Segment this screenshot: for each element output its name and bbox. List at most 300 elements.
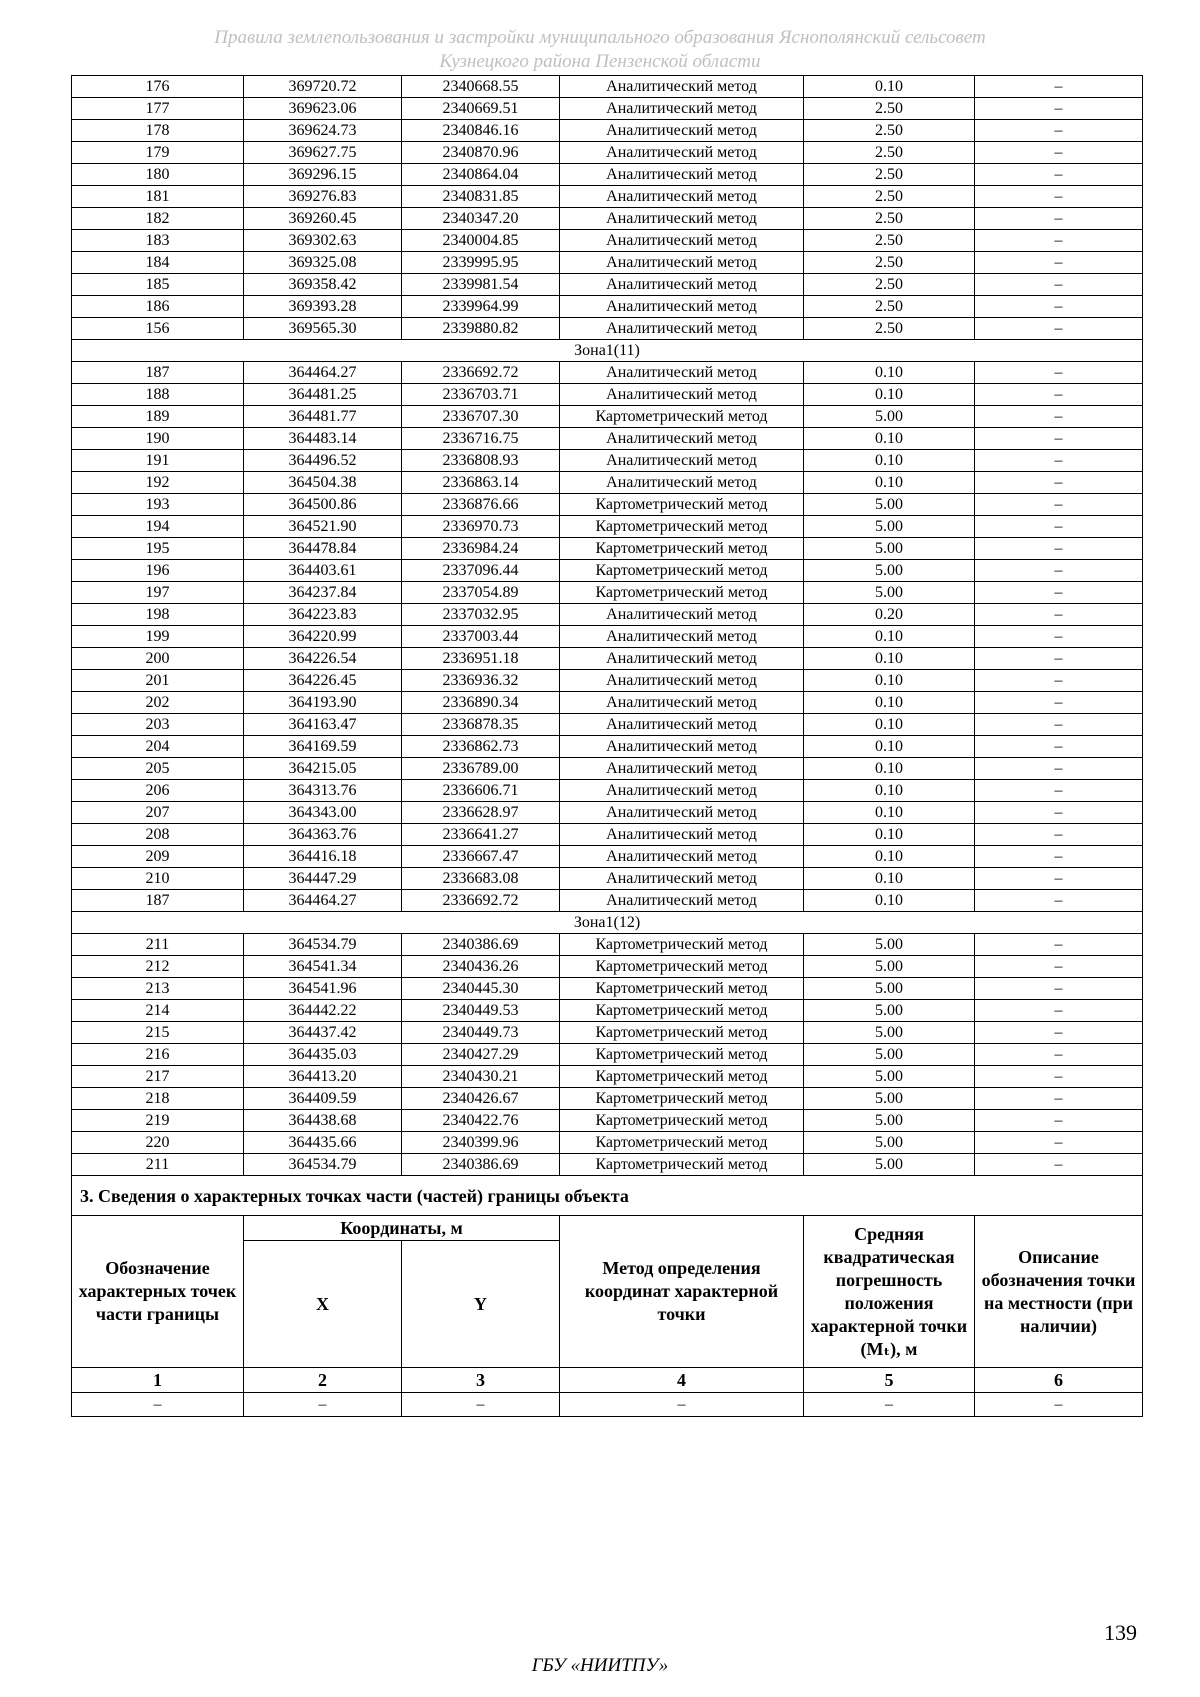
table-cell: Картометрический метод	[560, 1088, 804, 1110]
table-cell: 5.00	[804, 978, 975, 1000]
table-cell: 369393.28	[244, 296, 402, 318]
table-cell: Картометрический метод	[560, 1000, 804, 1022]
table-cell: 2339880.82	[402, 318, 560, 340]
table-cell: 2340427.29	[402, 1044, 560, 1066]
table-row	[72, 98, 1143, 120]
table-cell: –	[975, 76, 1143, 98]
table-cell: 2340386.69	[402, 1154, 560, 1176]
table-cell: Аналитический метод	[560, 780, 804, 802]
table-cell: –	[975, 824, 1143, 846]
table-cell: 364478.84	[244, 538, 402, 560]
table-cell: 156	[72, 318, 244, 340]
table-cell: 2340669.51	[402, 98, 560, 120]
table-cell: 193	[72, 494, 244, 516]
table-cell: Картометрический метод	[560, 1132, 804, 1154]
table-cell: 2336692.72	[402, 890, 560, 912]
zone-12-group	[72, 912, 1143, 934]
table-cell: –	[975, 802, 1143, 824]
table-cell: 218	[72, 1088, 244, 1110]
table-cell: 2340449.53	[402, 1000, 560, 1022]
table-cell: Аналитический метод	[560, 428, 804, 450]
table-row	[72, 538, 1143, 560]
table-cell: 364163.47	[244, 714, 402, 736]
table-cell: –	[975, 1393, 1143, 1417]
table-cell: 206	[72, 780, 244, 802]
table-row	[72, 296, 1143, 318]
rows-group-a	[72, 76, 1143, 340]
table-cell: –	[975, 450, 1143, 472]
zone-row	[72, 340, 1143, 362]
table-cell: Картометрический метод	[560, 1110, 804, 1132]
table-cell: 364409.59	[244, 1088, 402, 1110]
table-cell: Аналитический метод	[560, 450, 804, 472]
table-cell: Аналитический метод	[560, 626, 804, 648]
table-cell: –	[975, 714, 1143, 736]
table-cell: 2336716.75	[402, 428, 560, 450]
table-cell: 188	[72, 384, 244, 406]
table-cell: 364237.84	[244, 582, 402, 604]
table-cell: –	[975, 846, 1143, 868]
table-row	[72, 472, 1143, 494]
table-cell: 2.50	[804, 142, 975, 164]
table-cell: –	[975, 956, 1143, 978]
table-cell: 2340870.96	[402, 142, 560, 164]
table-row	[72, 494, 1143, 516]
table-cell: 220	[72, 1132, 244, 1154]
table-cell: 182	[72, 208, 244, 230]
table-cell: Аналитический метод	[560, 802, 804, 824]
table-cell: 364541.34	[244, 956, 402, 978]
table-cell: 364464.27	[244, 890, 402, 912]
table-cell: 0.10	[804, 868, 975, 890]
table-cell: 201	[72, 670, 244, 692]
table-cell: –	[975, 670, 1143, 692]
table-cell: –	[975, 318, 1143, 340]
table-cell: 369624.73	[244, 120, 402, 142]
table-cell: 2340668.55	[402, 76, 560, 98]
table-cell: 369623.06	[244, 98, 402, 120]
table-cell: 0.10	[804, 76, 975, 98]
table-cell: 2336862.73	[402, 736, 560, 758]
header-y: Y	[402, 1241, 560, 1368]
table-cell: –	[975, 472, 1143, 494]
table-row	[72, 362, 1143, 384]
table-cell: 364534.79	[244, 934, 402, 956]
empty-data-row	[72, 1393, 1143, 1417]
table-row	[72, 692, 1143, 714]
table-cell: 0.10	[804, 846, 975, 868]
table-cell: 2336692.72	[402, 362, 560, 384]
table-cell: 194	[72, 516, 244, 538]
table-cell: 178	[72, 120, 244, 142]
table-row	[72, 142, 1143, 164]
table-cell: Аналитический метод	[560, 274, 804, 296]
table-cell: 200	[72, 648, 244, 670]
rows-group-c	[72, 934, 1143, 1176]
table-cell: 2.50	[804, 318, 975, 340]
table-cell: –	[975, 516, 1143, 538]
table-cell: Картометрический метод	[560, 1154, 804, 1176]
table-cell: Картометрический метод	[560, 538, 804, 560]
table-cell: Аналитический метод	[560, 868, 804, 890]
table-cell: 364483.14	[244, 428, 402, 450]
section-title: 3. Сведения о характерных точках части (частей) границы объекта	[72, 1176, 1143, 1216]
table-row	[72, 890, 1143, 912]
table-cell: 5.00	[804, 538, 975, 560]
table-cell: 369276.83	[244, 186, 402, 208]
table-cell: 0.10	[804, 714, 975, 736]
table-row	[72, 714, 1143, 736]
table-cell: 5.00	[804, 494, 975, 516]
table-cell: 202	[72, 692, 244, 714]
table-cell: Картометрический метод	[560, 560, 804, 582]
header-line-2: Кузнецкого района Пензенской области	[439, 51, 761, 72]
table-cell: –	[975, 1110, 1143, 1132]
table-cell: 364193.90	[244, 692, 402, 714]
table-row	[72, 406, 1143, 428]
header-error: Средняя квадратическая погрешность положения характерной точки (Mₜ), м	[804, 1216, 975, 1368]
table-cell: 364313.76	[244, 780, 402, 802]
header-coordinates: Координаты, м	[244, 1216, 560, 1241]
table-cell: 219	[72, 1110, 244, 1132]
header-description: Описание обозначения точки на местности (при наличии)	[975, 1216, 1143, 1368]
table-cell: –	[560, 1393, 804, 1417]
column-number: 1	[72, 1368, 244, 1393]
table-cell: –	[975, 1000, 1143, 1022]
table-cell: 191	[72, 450, 244, 472]
table-cell: 364481.25	[244, 384, 402, 406]
table-cell: 207	[72, 802, 244, 824]
table-cell: Картометрический метод	[560, 1066, 804, 1088]
table-cell: 2336876.66	[402, 494, 560, 516]
zone-11-group	[72, 340, 1143, 362]
column-number: 5	[804, 1368, 975, 1393]
table-cell: 183	[72, 230, 244, 252]
table-cell: 214	[72, 1000, 244, 1022]
table-row	[72, 252, 1143, 274]
table-row	[72, 1022, 1143, 1044]
table-cell: –	[975, 296, 1143, 318]
table-row	[72, 318, 1143, 340]
table-cell: –	[975, 1132, 1143, 1154]
table-cell: –	[975, 978, 1143, 1000]
table-cell: –	[975, 538, 1143, 560]
table-cell: 2336628.97	[402, 802, 560, 824]
table-cell: 5.00	[804, 1154, 975, 1176]
section-title-row	[72, 1176, 1143, 1216]
table-cell: Аналитический метод	[560, 230, 804, 252]
table-row	[72, 164, 1143, 186]
table-cell: 364496.52	[244, 450, 402, 472]
table-row	[72, 978, 1143, 1000]
zone-label: Зона1(12)	[72, 912, 1143, 934]
table-cell: 364215.05	[244, 758, 402, 780]
table-cell: 180	[72, 164, 244, 186]
table-cell: 181	[72, 186, 244, 208]
table-cell: 364403.61	[244, 560, 402, 582]
table-cell: –	[72, 1393, 244, 1417]
header-x: X	[244, 1241, 402, 1368]
table-cell: 364435.66	[244, 1132, 402, 1154]
table-cell: 5.00	[804, 560, 975, 582]
table-cell: –	[975, 934, 1143, 956]
table-cell: 364435.03	[244, 1044, 402, 1066]
table-cell: 192	[72, 472, 244, 494]
table-cell: 2.50	[804, 274, 975, 296]
table-row	[72, 560, 1143, 582]
table-cell: Аналитический метод	[560, 824, 804, 846]
table-row	[72, 1066, 1143, 1088]
table-cell: 2340422.76	[402, 1110, 560, 1132]
table-cell: 2337096.44	[402, 560, 560, 582]
table-cell: 369296.15	[244, 164, 402, 186]
table-cell: 190	[72, 428, 244, 450]
table-cell: –	[975, 582, 1143, 604]
table-cell: –	[975, 692, 1143, 714]
table-cell: 211	[72, 1154, 244, 1176]
table-cell: 2336641.27	[402, 824, 560, 846]
table-cell: 2340399.96	[402, 1132, 560, 1154]
table-cell: 2340445.30	[402, 978, 560, 1000]
zone-label: Зона1(11)	[72, 340, 1143, 362]
table-cell: 364343.00	[244, 802, 402, 824]
table-cell: 2340864.04	[402, 164, 560, 186]
table-cell: 2.50	[804, 252, 975, 274]
table-row	[72, 428, 1143, 450]
table-cell: 2339995.95	[402, 252, 560, 274]
table-cell: 364442.22	[244, 1000, 402, 1022]
page-footer: ГБУ «НИИТПУ»	[531, 1655, 669, 1676]
table-cell: Картометрический метод	[560, 1044, 804, 1066]
table-cell: –	[975, 230, 1143, 252]
table-cell: 213	[72, 978, 244, 1000]
table-cell: 0.10	[804, 824, 975, 846]
table-row	[72, 802, 1143, 824]
table-cell: Аналитический метод	[560, 758, 804, 780]
table-row	[72, 582, 1143, 604]
column-number: 3	[402, 1368, 560, 1393]
table-cell: 2340386.69	[402, 934, 560, 956]
table-cell: 364413.20	[244, 1066, 402, 1088]
table-cell: 369358.42	[244, 274, 402, 296]
table-cell: 2.50	[804, 164, 975, 186]
table-cell: –	[975, 1066, 1143, 1088]
table-cell: –	[975, 560, 1143, 582]
table-cell: 209	[72, 846, 244, 868]
table-cell: 364447.29	[244, 868, 402, 890]
table-cell: –	[975, 868, 1143, 890]
table-cell: 2336878.35	[402, 714, 560, 736]
table-cell: 0.10	[804, 428, 975, 450]
column-number: 2	[244, 1368, 402, 1393]
table-cell: Картометрический метод	[560, 978, 804, 1000]
table-cell: Аналитический метод	[560, 164, 804, 186]
section-3	[72, 1176, 1143, 1417]
table-cell: 0.10	[804, 890, 975, 912]
table-row	[72, 868, 1143, 890]
table-row	[72, 516, 1143, 538]
table-cell: 2340430.21	[402, 1066, 560, 1088]
table-cell: –	[975, 626, 1143, 648]
table-cell: 364481.77	[244, 406, 402, 428]
table-cell: 369260.45	[244, 208, 402, 230]
table-cell: 364464.27	[244, 362, 402, 384]
table-cell: 0.10	[804, 736, 975, 758]
table-cell: Аналитический метод	[560, 384, 804, 406]
table-cell: 0.20	[804, 604, 975, 626]
table-row	[72, 1132, 1143, 1154]
table-row	[72, 934, 1143, 956]
table-cell: 0.10	[804, 648, 975, 670]
table-cell: Картометрический метод	[560, 582, 804, 604]
table-cell: 2340004.85	[402, 230, 560, 252]
table-cell: 369627.75	[244, 142, 402, 164]
header-row-1	[72, 1216, 1143, 1241]
table-cell: 369720.72	[244, 76, 402, 98]
table-cell: Аналитический метод	[560, 208, 804, 230]
table-cell: 2337054.89	[402, 582, 560, 604]
table-cell: 203	[72, 714, 244, 736]
table-cell: 211	[72, 934, 244, 956]
table-cell: –	[975, 494, 1143, 516]
table-cell: 0.10	[804, 758, 975, 780]
table-cell: 2336984.24	[402, 538, 560, 560]
table-cell: 0.10	[804, 692, 975, 714]
coordinates-table	[71, 75, 1143, 1417]
table-cell: 2337032.95	[402, 604, 560, 626]
table-cell: 2336951.18	[402, 648, 560, 670]
table-cell: 5.00	[804, 1044, 975, 1066]
table-cell: 2336707.30	[402, 406, 560, 428]
table-cell: 196	[72, 560, 244, 582]
table-row	[72, 648, 1143, 670]
table-cell: Аналитический метод	[560, 846, 804, 868]
header-point-designation: Обозначение характерных точек части границы	[72, 1216, 244, 1368]
table-cell: 0.10	[804, 384, 975, 406]
table-row	[72, 186, 1143, 208]
table-cell: 5.00	[804, 1132, 975, 1154]
table-cell: –	[975, 186, 1143, 208]
table-cell: Аналитический метод	[560, 252, 804, 274]
table-cell: 195	[72, 538, 244, 560]
table-cell: Картометрический метод	[560, 956, 804, 978]
rows-group-b	[72, 362, 1143, 912]
table-cell: Аналитический метод	[560, 296, 804, 318]
table-cell: Аналитический метод	[560, 142, 804, 164]
table-cell: –	[975, 780, 1143, 802]
table-cell: 0.10	[804, 802, 975, 824]
table-cell: Аналитический метод	[560, 318, 804, 340]
table-cell: 364363.76	[244, 824, 402, 846]
table-cell: –	[975, 274, 1143, 296]
table-cell: –	[975, 1044, 1143, 1066]
table-cell: 186	[72, 296, 244, 318]
table-cell: 216	[72, 1044, 244, 1066]
table-cell: 2340831.85	[402, 186, 560, 208]
table-cell: –	[804, 1393, 975, 1417]
table-cell: 364226.45	[244, 670, 402, 692]
table-cell: –	[975, 648, 1143, 670]
table-cell: 210	[72, 868, 244, 890]
table-cell: –	[975, 142, 1143, 164]
table-cell: 2337003.44	[402, 626, 560, 648]
table-row	[72, 120, 1143, 142]
table-cell: 208	[72, 824, 244, 846]
table-row	[72, 1110, 1143, 1132]
table-cell: 369325.08	[244, 252, 402, 274]
table-cell: 364541.96	[244, 978, 402, 1000]
table-cell: 0.10	[804, 626, 975, 648]
table-cell: 0.10	[804, 780, 975, 802]
table-cell: 2.50	[804, 98, 975, 120]
table-cell: 2336936.32	[402, 670, 560, 692]
page-header	[0, 26, 1200, 74]
page-number: 139	[1104, 1620, 1137, 1645]
table-cell: 5.00	[804, 1000, 975, 1022]
header-method: Метод определения координат характерной точки	[560, 1216, 804, 1368]
table-cell: 215	[72, 1022, 244, 1044]
table-cell: 2336863.14	[402, 472, 560, 494]
table-cell: 217	[72, 1066, 244, 1088]
table-row	[72, 384, 1143, 406]
table-cell: 2339981.54	[402, 274, 560, 296]
table-cell: 5.00	[804, 1088, 975, 1110]
table-cell: –	[975, 1154, 1143, 1176]
table-cell: Картометрический метод	[560, 516, 804, 538]
table-row	[72, 846, 1143, 868]
table-cell: 5.00	[804, 582, 975, 604]
table-row	[72, 1088, 1143, 1110]
table-cell: 0.10	[804, 362, 975, 384]
column-numbers-row	[72, 1368, 1143, 1393]
table-cell: –	[975, 208, 1143, 230]
table-cell: 364504.38	[244, 472, 402, 494]
table-cell: 197	[72, 582, 244, 604]
table-cell: 5.00	[804, 1022, 975, 1044]
table-cell: 2340426.67	[402, 1088, 560, 1110]
table-cell: –	[975, 758, 1143, 780]
table-cell: Аналитический метод	[560, 890, 804, 912]
table-cell: 369302.63	[244, 230, 402, 252]
table-cell: 2340436.26	[402, 956, 560, 978]
table-row	[72, 824, 1143, 846]
table-cell: –	[975, 362, 1143, 384]
table-cell: 198	[72, 604, 244, 626]
table-row	[72, 736, 1143, 758]
table-cell: 184	[72, 252, 244, 274]
table-cell: 5.00	[804, 934, 975, 956]
table-cell: 2340846.16	[402, 120, 560, 142]
table-cell: 2336703.71	[402, 384, 560, 406]
table-cell: –	[975, 1022, 1143, 1044]
table-cell: 364223.83	[244, 604, 402, 626]
table-cell: –	[975, 1088, 1143, 1110]
table-cell: 5.00	[804, 406, 975, 428]
table-cell: Картометрический метод	[560, 406, 804, 428]
table-cell: Аналитический метод	[560, 120, 804, 142]
table-cell: 176	[72, 76, 244, 98]
table-cell: 364416.18	[244, 846, 402, 868]
table-cell: 2.50	[804, 186, 975, 208]
table-cell: –	[975, 164, 1143, 186]
table-cell: Аналитический метод	[560, 604, 804, 626]
table-cell: 2.50	[804, 120, 975, 142]
table-cell: 2340347.20	[402, 208, 560, 230]
table-cell: 2340449.73	[402, 1022, 560, 1044]
table-cell: Аналитический метод	[560, 736, 804, 758]
table-cell: –	[975, 736, 1143, 758]
table-cell: 2336683.08	[402, 868, 560, 890]
